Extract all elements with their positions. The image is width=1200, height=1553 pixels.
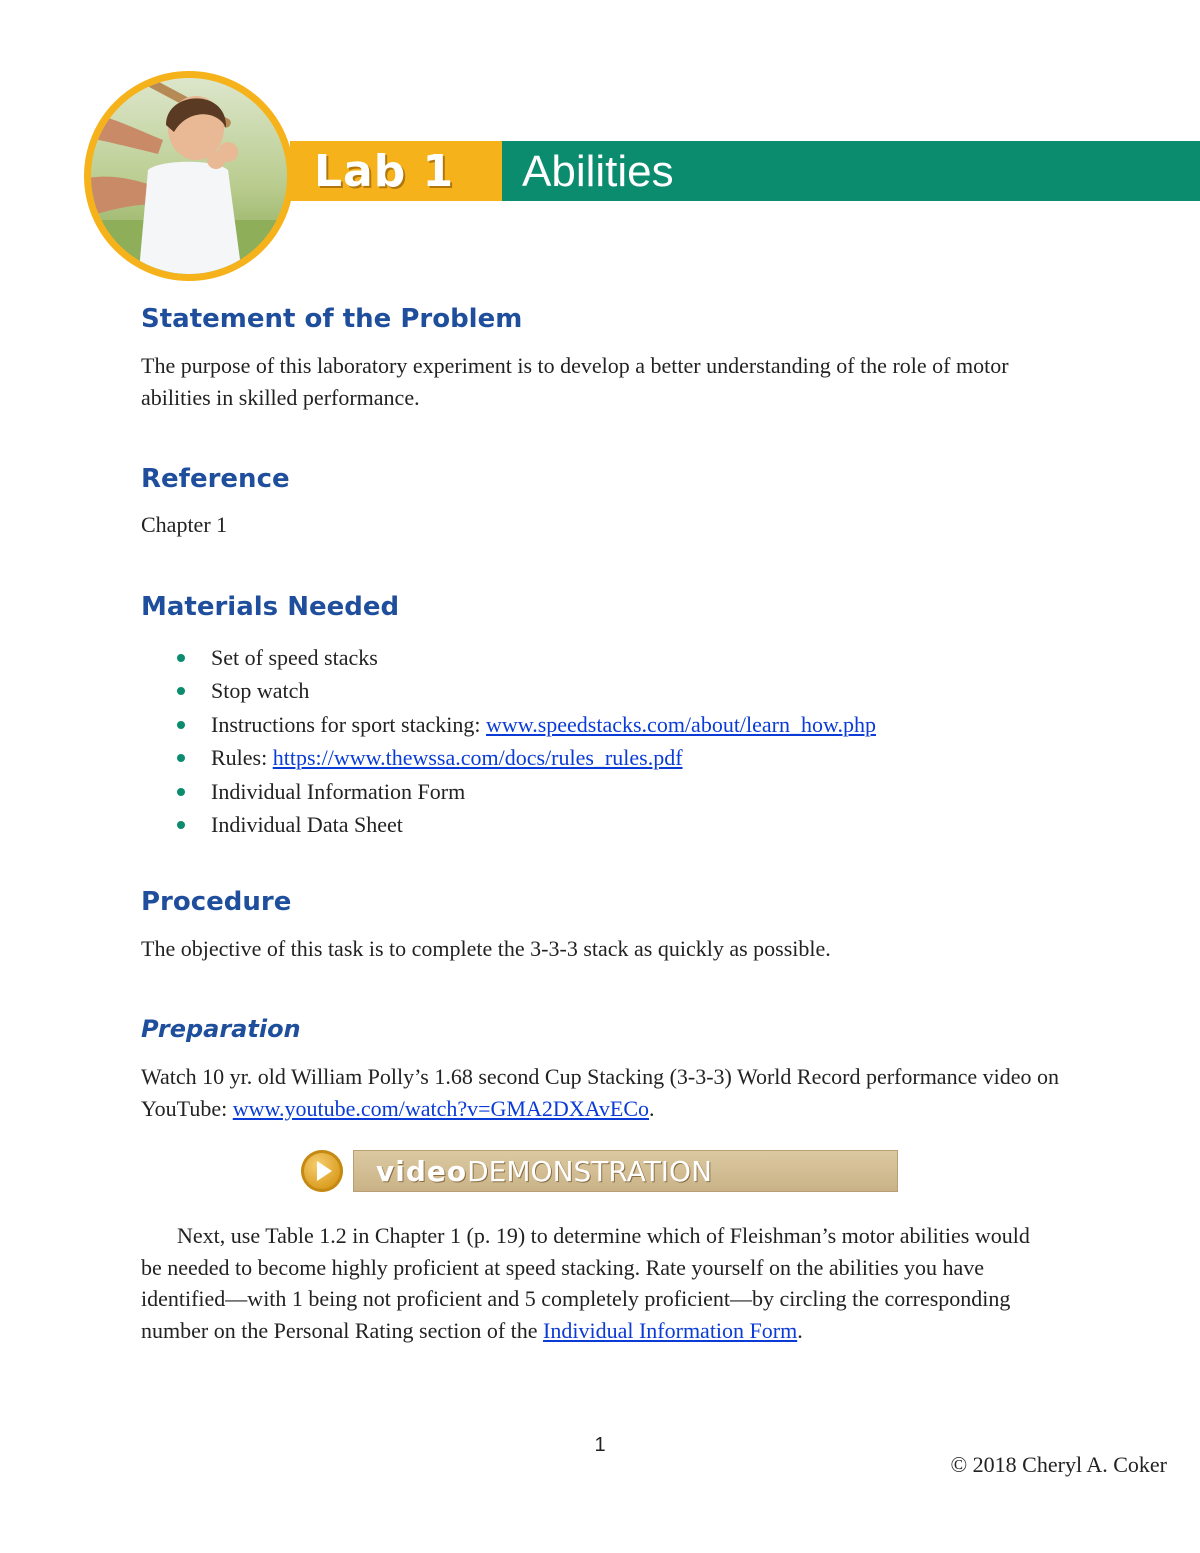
statement-heading: Statement of the Problem (141, 304, 523, 334)
bullet-icon (177, 721, 185, 729)
youtube-link[interactable]: www.youtube.com/watch?v=GMA2DXAvECo (232, 1095, 650, 1121)
bullet-icon (177, 754, 185, 762)
reference-text: Chapter 1 (141, 512, 228, 537)
speedstacks-link[interactable]: www.speedstacks.com/about/learn_how.php (485, 711, 876, 737)
video-demonstration-button[interactable] (301, 1150, 898, 1192)
lab-title: Abilities (522, 147, 674, 196)
list-item: Set of speed stacks (141, 641, 876, 674)
copyright-notice: © 2018 Cheryl A. Coker (950, 1452, 1167, 1477)
materials-heading: Materials Needed (141, 592, 400, 622)
procedure-heading: Procedure (141, 887, 292, 917)
play-icon (301, 1150, 343, 1192)
list-item: Individual Data Sheet (141, 808, 876, 841)
list-item: Stop watch (141, 674, 876, 707)
preparation-heading: Preparation (141, 1015, 301, 1043)
bullet-icon (177, 687, 185, 695)
list-item: Instructions for sport stacking: www.speedstacks.com/about/learn_how.php (141, 708, 876, 741)
reference-heading: Reference (141, 464, 290, 494)
lab-number: Lab 1 (314, 146, 455, 197)
video-demonstration-label: video DEMONSTRATION (353, 1150, 898, 1192)
list-item: Rules: https://www.thewssa.com/docs/rules_rules.pdf (141, 741, 876, 774)
rules-link[interactable]: https://www.thewssa.com/docs/rules_rules.pdf (272, 745, 683, 771)
child-batting-photo (78, 70, 300, 282)
procedure-text: The objective of this task is to complete the 3-3-3 stack as quickly as possible. (141, 936, 831, 961)
bullet-icon (177, 654, 185, 662)
materials-list (141, 641, 876, 841)
bullet-icon (177, 821, 185, 829)
preparation-text: Watch 10 yr. old William Polly’s 1.68 second Cup Stacking (3-3-3) World Record performance video on YouTube: www.youtube.com/watch?v=GMA2DXAvECo. (141, 1064, 1059, 1121)
list-item: Individual Information Form (141, 775, 876, 808)
bullet-icon (177, 788, 185, 796)
statement-text: The purpose of this laboratory experiment is to develop a better understanding of the role of motor abilities in skilled performance. (141, 353, 1009, 410)
instructions-paragraph: Next, use Table 1.2 in Chapter 1 (p. 19) to determine which of Fleishman’s motor abilities would be needed to become highly proficient at speed stacking. Rate yourself on the abilities you have identified—with 1 being not proficient and 5 completely proficient—by circling the corresponding number on the Personal Rating section of the Individual Information Form. (141, 1223, 1030, 1343)
individual-information-form-link[interactable]: Individual Information Form (543, 1317, 798, 1343)
page-number: 1 (594, 1434, 606, 1456)
